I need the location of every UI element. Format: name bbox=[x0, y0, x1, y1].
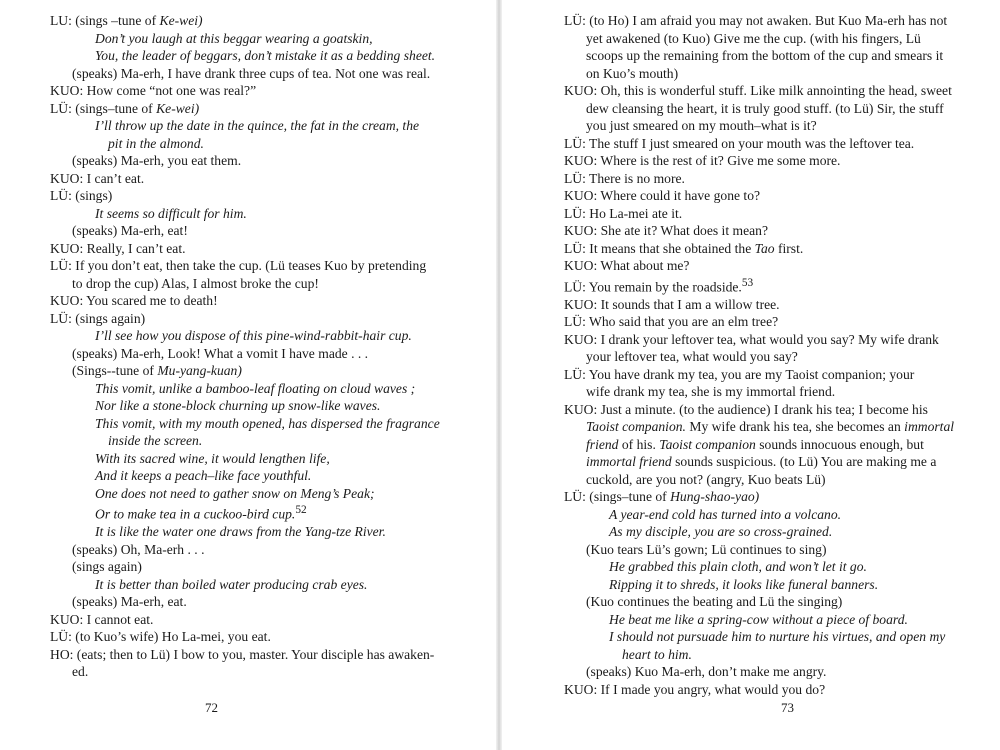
text-line bbox=[564, 296, 984, 314]
line-text: (sings again) bbox=[72, 559, 142, 575]
text-line bbox=[564, 331, 984, 349]
italic-text: friend bbox=[586, 436, 619, 452]
line-text: (speaks) Kuo Ma-erh, don’t make me angry. bbox=[586, 664, 827, 680]
italic-text: Ke-wei) bbox=[159, 13, 203, 28]
text-line bbox=[50, 432, 460, 450]
line-text: to drop the cup) Alas, I almost broke the cup! bbox=[72, 275, 319, 291]
text-line bbox=[50, 345, 460, 363]
text-line bbox=[50, 135, 460, 153]
line-text: This vomit, unlike a bamboo-leaf floating on cloud waves ; bbox=[95, 380, 416, 396]
text-line bbox=[50, 47, 460, 65]
text-line bbox=[50, 576, 460, 594]
text-line bbox=[50, 611, 460, 629]
line-text: LÜ: (sings) bbox=[50, 188, 113, 203]
left-page bbox=[0, 0, 494, 750]
line-text: sounds suspicious. (to Lü) You are making me a bbox=[671, 454, 937, 470]
text-line bbox=[564, 488, 984, 506]
line-text: Or to make tea in a cuckoo-bird cup. bbox=[95, 506, 296, 522]
text-line bbox=[564, 117, 984, 135]
text-line bbox=[564, 576, 984, 594]
line-text: HO: (eats; then to Lü) I bow to you, master. Your disciple has awaken- bbox=[50, 646, 435, 662]
line-text: KUO: Really, I can’t eat. bbox=[50, 240, 186, 256]
text-line bbox=[50, 240, 460, 258]
line-text: It seems so difficult for him. bbox=[95, 205, 247, 221]
line-text: LÜ: The stuff I just smeared on your mouth was the leftover tea. bbox=[564, 135, 915, 151]
text-line bbox=[50, 558, 460, 576]
line-text: It is better than boiled water producing crab eyes. bbox=[95, 576, 368, 592]
text-line bbox=[50, 502, 460, 523]
text-line bbox=[564, 222, 984, 240]
line-text: heart to him. bbox=[622, 646, 692, 662]
right-page bbox=[502, 0, 1000, 750]
text-line bbox=[50, 257, 460, 275]
text-line bbox=[564, 30, 984, 48]
text-line bbox=[564, 593, 984, 611]
text-line bbox=[50, 82, 460, 100]
line-text: (speaks) Ma-erh, Look! What a vomit I have made . . . bbox=[72, 345, 369, 361]
line-text: KUO: What about me? bbox=[564, 258, 690, 273]
text-line bbox=[564, 170, 984, 188]
line-text: A year-end cold has turned into a volcano. bbox=[609, 506, 842, 522]
text-line bbox=[564, 663, 984, 681]
line-text: LÜ: There is no more. bbox=[564, 170, 685, 186]
line-text: scoops up the remaining from the bottom of the cup and smears it bbox=[586, 48, 944, 63]
text-line bbox=[564, 275, 984, 296]
line-text: KUO: Where could it have gone to? bbox=[564, 188, 761, 203]
text-line bbox=[564, 187, 984, 205]
line-text: LÜ: You remain by the roadside. bbox=[564, 279, 742, 295]
text-line bbox=[564, 240, 984, 258]
italic-text: immortal friend bbox=[586, 454, 672, 470]
line-text: yet awakened (to Kuo) Give me the cup. (with his fingers, Lü bbox=[586, 30, 921, 46]
italic-text: Tao bbox=[754, 240, 775, 256]
text-line bbox=[564, 383, 984, 401]
text-line bbox=[564, 558, 984, 576]
line-text: KUO: How come “not one was real?” bbox=[50, 83, 257, 98]
line-text: LÜ: It means that she obtained the bbox=[564, 240, 755, 256]
text-line bbox=[564, 47, 984, 65]
line-text: (Kuo continues the beating and Lü the singing) bbox=[586, 594, 843, 610]
text-line bbox=[564, 611, 984, 629]
line-text: KUO: Where is the rest of it? Give me some more. bbox=[564, 153, 841, 168]
text-line bbox=[564, 418, 984, 436]
line-text: I should not pursuade him to nurture his virtues, and open my bbox=[609, 629, 946, 645]
line-text: Nor like a stone-block churning up snow-like waves. bbox=[95, 398, 381, 413]
italic-text: Hung-shao-yao) bbox=[670, 489, 760, 505]
line-text: My wife drank his tea, she becomes an bbox=[685, 419, 905, 435]
italic-text: immortal bbox=[904, 419, 955, 435]
text-line bbox=[50, 397, 460, 415]
line-text: cuckold, are you not? (angry, Kuo beats Lü) bbox=[586, 471, 826, 487]
text-line bbox=[564, 541, 984, 559]
text-line bbox=[50, 628, 460, 646]
line-text: I’ll throw up the date in the quince, the fat in the cream, the bbox=[95, 118, 420, 133]
text-line bbox=[50, 65, 460, 83]
line-text: Ripping it to shreds, it looks like funeral banners. bbox=[609, 576, 879, 592]
line-text: LU: (sings –tune of bbox=[50, 13, 160, 28]
line-text: (speaks) Oh, Ma-erh . . . bbox=[72, 541, 205, 557]
line-text: (Kuo tears Lü’s gown; Lü continues to sing) bbox=[586, 541, 827, 557]
text-line bbox=[50, 415, 460, 433]
text-line bbox=[564, 506, 984, 524]
text-line bbox=[50, 485, 460, 503]
text-line bbox=[50, 380, 460, 398]
line-text: As my disciple, you are so cross-grained. bbox=[609, 524, 833, 540]
line-text: pit in the almond. bbox=[108, 135, 204, 151]
line-text: KUO: Just a minute. (to the audience) I drank his tea; I become his bbox=[564, 401, 928, 417]
text-line bbox=[564, 205, 984, 223]
line-text: LÜ: (sings again) bbox=[50, 310, 146, 326]
text-line bbox=[564, 646, 984, 664]
line-text: You, the leader of beggars, don’t mistake it as a bedding sheet. bbox=[95, 48, 436, 63]
text-line bbox=[50, 187, 460, 205]
line-text: LÜ: (to Kuo’s wife) Ho La-mei, you eat. bbox=[50, 629, 271, 645]
line-text: your leftover tea, what would you say? bbox=[586, 349, 798, 365]
line-text: you just smeared on my mouth–what is it? bbox=[586, 118, 817, 133]
left-page-text bbox=[50, 12, 460, 681]
text-line bbox=[564, 65, 984, 83]
italic-text: Taoist companion. bbox=[586, 419, 686, 435]
line-text: LÜ: Who said that you are an elm tree? bbox=[564, 314, 779, 330]
line-text: wife drank my tea, she is my immortal friend. bbox=[586, 384, 836, 400]
line-text: It is like the water one draws from the Yang-tze River. bbox=[95, 524, 386, 540]
line-text: I’ll see how you dispose of this pine-wind-rabbit-hair cup. bbox=[95, 328, 412, 343]
line-text: He grabbed this plain cloth, and won’t let it go. bbox=[609, 559, 867, 575]
line-text: (speaks) Ma-erh, eat! bbox=[72, 223, 188, 238]
line-text: KUO: You scared me to death! bbox=[50, 293, 218, 308]
footnote-ref: 53 bbox=[741, 276, 754, 289]
line-text: KUO: I cannot eat. bbox=[50, 611, 154, 627]
line-text: (Sings--tune of bbox=[72, 363, 158, 378]
line-text: KUO: Oh, this is wonderful stuff. Like milk annointing the head, sweet bbox=[564, 83, 952, 98]
footnote-ref: 52 bbox=[295, 504, 307, 516]
line-text: LÜ: You have drank my tea, you are my Taoist companion; your bbox=[564, 366, 915, 382]
line-text: (speaks) Ma-erh, eat. bbox=[72, 594, 187, 610]
text-line bbox=[50, 30, 460, 48]
text-line bbox=[564, 401, 984, 419]
text-line bbox=[564, 135, 984, 153]
line-text: (speaks) Ma-erh, you eat them. bbox=[72, 153, 242, 168]
text-line bbox=[564, 313, 984, 331]
line-text: He beat me like a spring-cow without a piece of board. bbox=[609, 611, 908, 627]
line-text: (speaks) Ma-erh, I have drank three cups of tea. Not one was real. bbox=[72, 65, 431, 81]
text-line bbox=[50, 310, 460, 328]
line-text: KUO: She ate it? What does it mean? bbox=[564, 223, 768, 238]
line-text: dew cleansing the heart, it is truly good stuff. (to Lü) Sir, the stuff bbox=[586, 100, 944, 116]
line-text: LÜ: (to Ho) I am afraid you may not awaken. But Kuo Ma-erh has not bbox=[564, 13, 948, 28]
text-line bbox=[564, 436, 984, 454]
line-text: LÜ: (sings–tune of bbox=[564, 489, 671, 505]
text-line bbox=[564, 12, 984, 30]
text-line bbox=[50, 467, 460, 485]
right-page-text bbox=[564, 12, 984, 698]
line-text: One does not need to gather snow on Meng’s Peak; bbox=[95, 485, 375, 501]
italic-text: Taoist companion bbox=[659, 436, 756, 452]
line-text: This vomit, with my mouth opened, has dispersed the fragrance bbox=[95, 415, 440, 431]
text-line bbox=[50, 152, 460, 170]
line-text: KUO: If I made you angry, what would you do? bbox=[564, 681, 826, 697]
text-line bbox=[50, 593, 460, 611]
text-line bbox=[50, 646, 460, 664]
text-line bbox=[50, 117, 460, 135]
text-line bbox=[564, 257, 984, 275]
line-text: LÜ: (sings–tune of bbox=[50, 100, 157, 116]
text-line bbox=[50, 450, 460, 468]
text-line bbox=[50, 541, 460, 559]
text-line bbox=[50, 663, 460, 681]
line-text: on Kuo’s mouth) bbox=[586, 65, 679, 81]
line-text: And it keeps a peach–like face youthful. bbox=[95, 468, 312, 483]
line-text: KUO: I can’t eat. bbox=[50, 170, 145, 186]
line-text: Don’t you laugh at this beggar wearing a goatskin, bbox=[95, 30, 373, 46]
text-line bbox=[50, 170, 460, 188]
italic-text: Mu-yang-kuan) bbox=[157, 363, 242, 378]
text-line bbox=[50, 100, 460, 118]
text-line bbox=[564, 100, 984, 118]
line-text: ed. bbox=[72, 664, 89, 680]
text-line bbox=[50, 292, 460, 310]
text-line bbox=[50, 523, 460, 541]
right-page-number: 73 bbox=[781, 700, 794, 715]
line-text: LÜ: If you don’t eat, then take the cup. (Lü teases Kuo by pretending bbox=[50, 258, 427, 273]
line-text: sounds innocuous enough, but bbox=[755, 436, 924, 452]
text-line bbox=[50, 222, 460, 240]
line-text: With its sacred wine, it would lengthen life, bbox=[95, 450, 330, 466]
text-line bbox=[564, 453, 984, 471]
text-line bbox=[564, 348, 984, 366]
text-line bbox=[50, 275, 460, 293]
line-text: KUO: I drank your leftover tea, what would you say? My wife drank bbox=[564, 331, 939, 347]
text-line bbox=[564, 152, 984, 170]
text-line bbox=[50, 205, 460, 223]
text-line bbox=[564, 471, 984, 489]
text-line bbox=[50, 362, 460, 380]
line-text: LÜ: Ho La-mei ate it. bbox=[564, 205, 683, 221]
text-line bbox=[564, 681, 984, 699]
text-line bbox=[564, 628, 984, 646]
line-text: inside the screen. bbox=[108, 433, 203, 448]
left-page-number: 72 bbox=[205, 700, 218, 715]
line-text: KUO: It sounds that I am a willow tree. bbox=[564, 296, 780, 312]
line-text: first. bbox=[774, 240, 804, 256]
italic-text: Ke-wei) bbox=[156, 100, 200, 116]
text-line bbox=[564, 82, 984, 100]
text-line bbox=[50, 12, 460, 30]
text-line bbox=[564, 523, 984, 541]
text-line bbox=[564, 366, 984, 384]
line-text: of his. bbox=[618, 436, 660, 452]
text-line bbox=[50, 327, 460, 345]
